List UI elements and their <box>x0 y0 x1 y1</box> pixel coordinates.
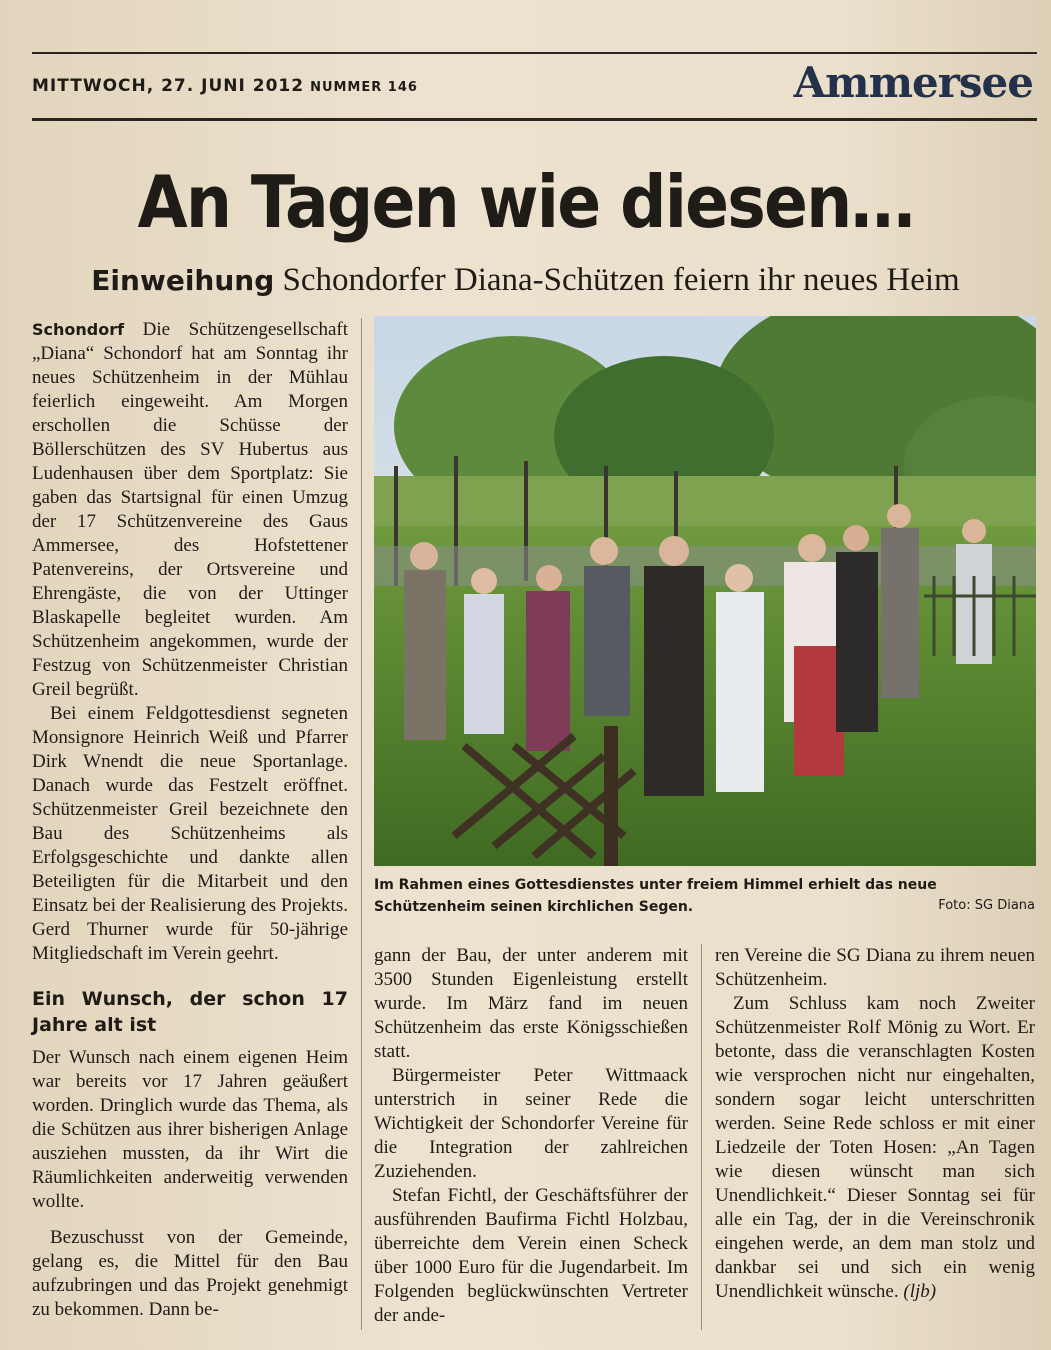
inline-subheading: Ein Wunsch, der schon 17 Jahre alt ist <box>32 988 348 1036</box>
date-text: MITTWOCH, 27. JUNI 2012 <box>32 76 305 96</box>
dateline-city: Schondorf <box>32 320 125 339</box>
subheadline <box>0 262 1051 299</box>
paragraph-text: Zum Schluss kam noch Zweiter Schützenmeister Rolf Mönig zu Wort. Er betonte, dass die veranschlagten Kosten wie versprochen nicht nur eingehalten, sondern sogar leicht unterschritten werden. Seine Rede schloss er mit einer Liedzeile der Toten Hosen: „An Tagen wie diesen wünscht man sich Unendlichkeit.“ Dieser Sonntag sei für alle ein Tag, der in die Vereinschronik eingehen werde, an dem man stolz und dankbar sei und sich ein wenig Unendlichkeit wünsche. <box>715 993 1035 1302</box>
section-title: Ammersee <box>793 58 1033 107</box>
paragraph: Der Wunsch nach einem eigenen Heim war bereits vor 17 Jahren geäußert worden. Dringlich wurde das Thema, als die Schützen aus ihrer bisherigen Anlage ausziehen mussten, da ihr Wirt die Räumlichkeiten anderweitig verwenden wollte. <box>32 1047 348 1212</box>
paragraph: Stefan Fichtl, der Geschäftsführer der ausführenden Baufirma Fichtl Holzbau, überreichte dem Verein einen Scheck über 1000 Euro für die Jugendarbeit. Im Folgenden beglückwünschten Vertreter der ande- <box>374 1185 688 1326</box>
dateline <box>32 76 418 96</box>
photo-credit: Foto: SG Diana <box>938 898 1035 913</box>
column-divider <box>701 944 702 1330</box>
crowd-photo-image <box>374 316 1036 866</box>
article-column-2 <box>374 944 688 1328</box>
paragraph <box>32 318 348 702</box>
photo-caption: Im Rahmen eines Gottesdienstes unter freiem Himmel erhielt das neue Schützenheim seinen kirchlichen Segen. <box>374 877 937 915</box>
article-photo <box>374 316 1036 866</box>
paragraph: Bei einem Feldgottesdienst segneten Monsignore Heinrich Weiß und Pfarrer Dirk Wnendt die neue Sportanlage. Danach wurde das Festzelt eröffnet. Schützenmeister Greil bezeichnete den Bau des Schützenheims als Erfolgsgeschichte und dankte allen Beteiligten für die Mitarbeit und den Einsatz bei der Realisierung des Projekts. Gerd Thurner wurde für 50-jährige Mitgliedschaft im Verein geehrt. <box>32 703 348 964</box>
paragraph: gann der Bau, der unter anderem mit 3500 Stunden Eigenleistung erstellt wurde. Im März fand im neuen Schützenheim das erste Königsschießen statt. <box>374 945 688 1062</box>
article-column-3 <box>715 944 1035 1304</box>
paragraph: ren Vereine die SG Diana zu ihrem neuen Schützenheim. <box>715 945 1035 990</box>
paragraph: Bezuschusst von der Gemeinde, gelang es, die Mittel für den Bau aufzubringen und das Projekt genehmigt zu bekommen. Dann be- <box>32 1227 348 1320</box>
top-rule <box>32 52 1037 54</box>
bottom-rule <box>32 118 1037 121</box>
headline: An Tagen wie diesen… <box>137 160 914 244</box>
issue-number: NUMMER 146 <box>310 80 418 95</box>
subheadline-text: Schondorfer Diana-Schützen feiern ihr neues Heim <box>282 262 960 298</box>
author-signature: (ljb) <box>903 1281 937 1302</box>
column-divider <box>361 318 362 1330</box>
paragraph <box>715 992 1035 1304</box>
paragraph-text: Die Schützengesellschaft „Diana“ Schondorf hat am Sonntag ihr neues Schützenheim in der Mühlau feierlich eingeweiht. Am Morgen erschollen die Schüsse der Böllerschützen des SV Hubertus aus Ludenhausen über dem Sportplatz: Sie gaben das Startsignal für einen Umzug der 17 Schützenvereine des Gaus Ammersee, des Hofstettener Patenvereins, der Ortsvereine und Ehrengäste, die von der Uttinger Blaskapelle begleitet wurden. Am Schützenheim angekommen, wurde der Festzug von Schützenmeister Christian Greil begrüßt. <box>32 319 348 700</box>
kicker: Einweihung <box>91 264 275 297</box>
article-column-1 <box>32 318 348 1322</box>
paragraph: Bürgermeister Peter Wittmaack unterstrich in seiner Rede die Wichtigkeit der Schondorfer Vereine für die Integration der zahlreichen Zuziehenden. <box>374 1065 688 1182</box>
